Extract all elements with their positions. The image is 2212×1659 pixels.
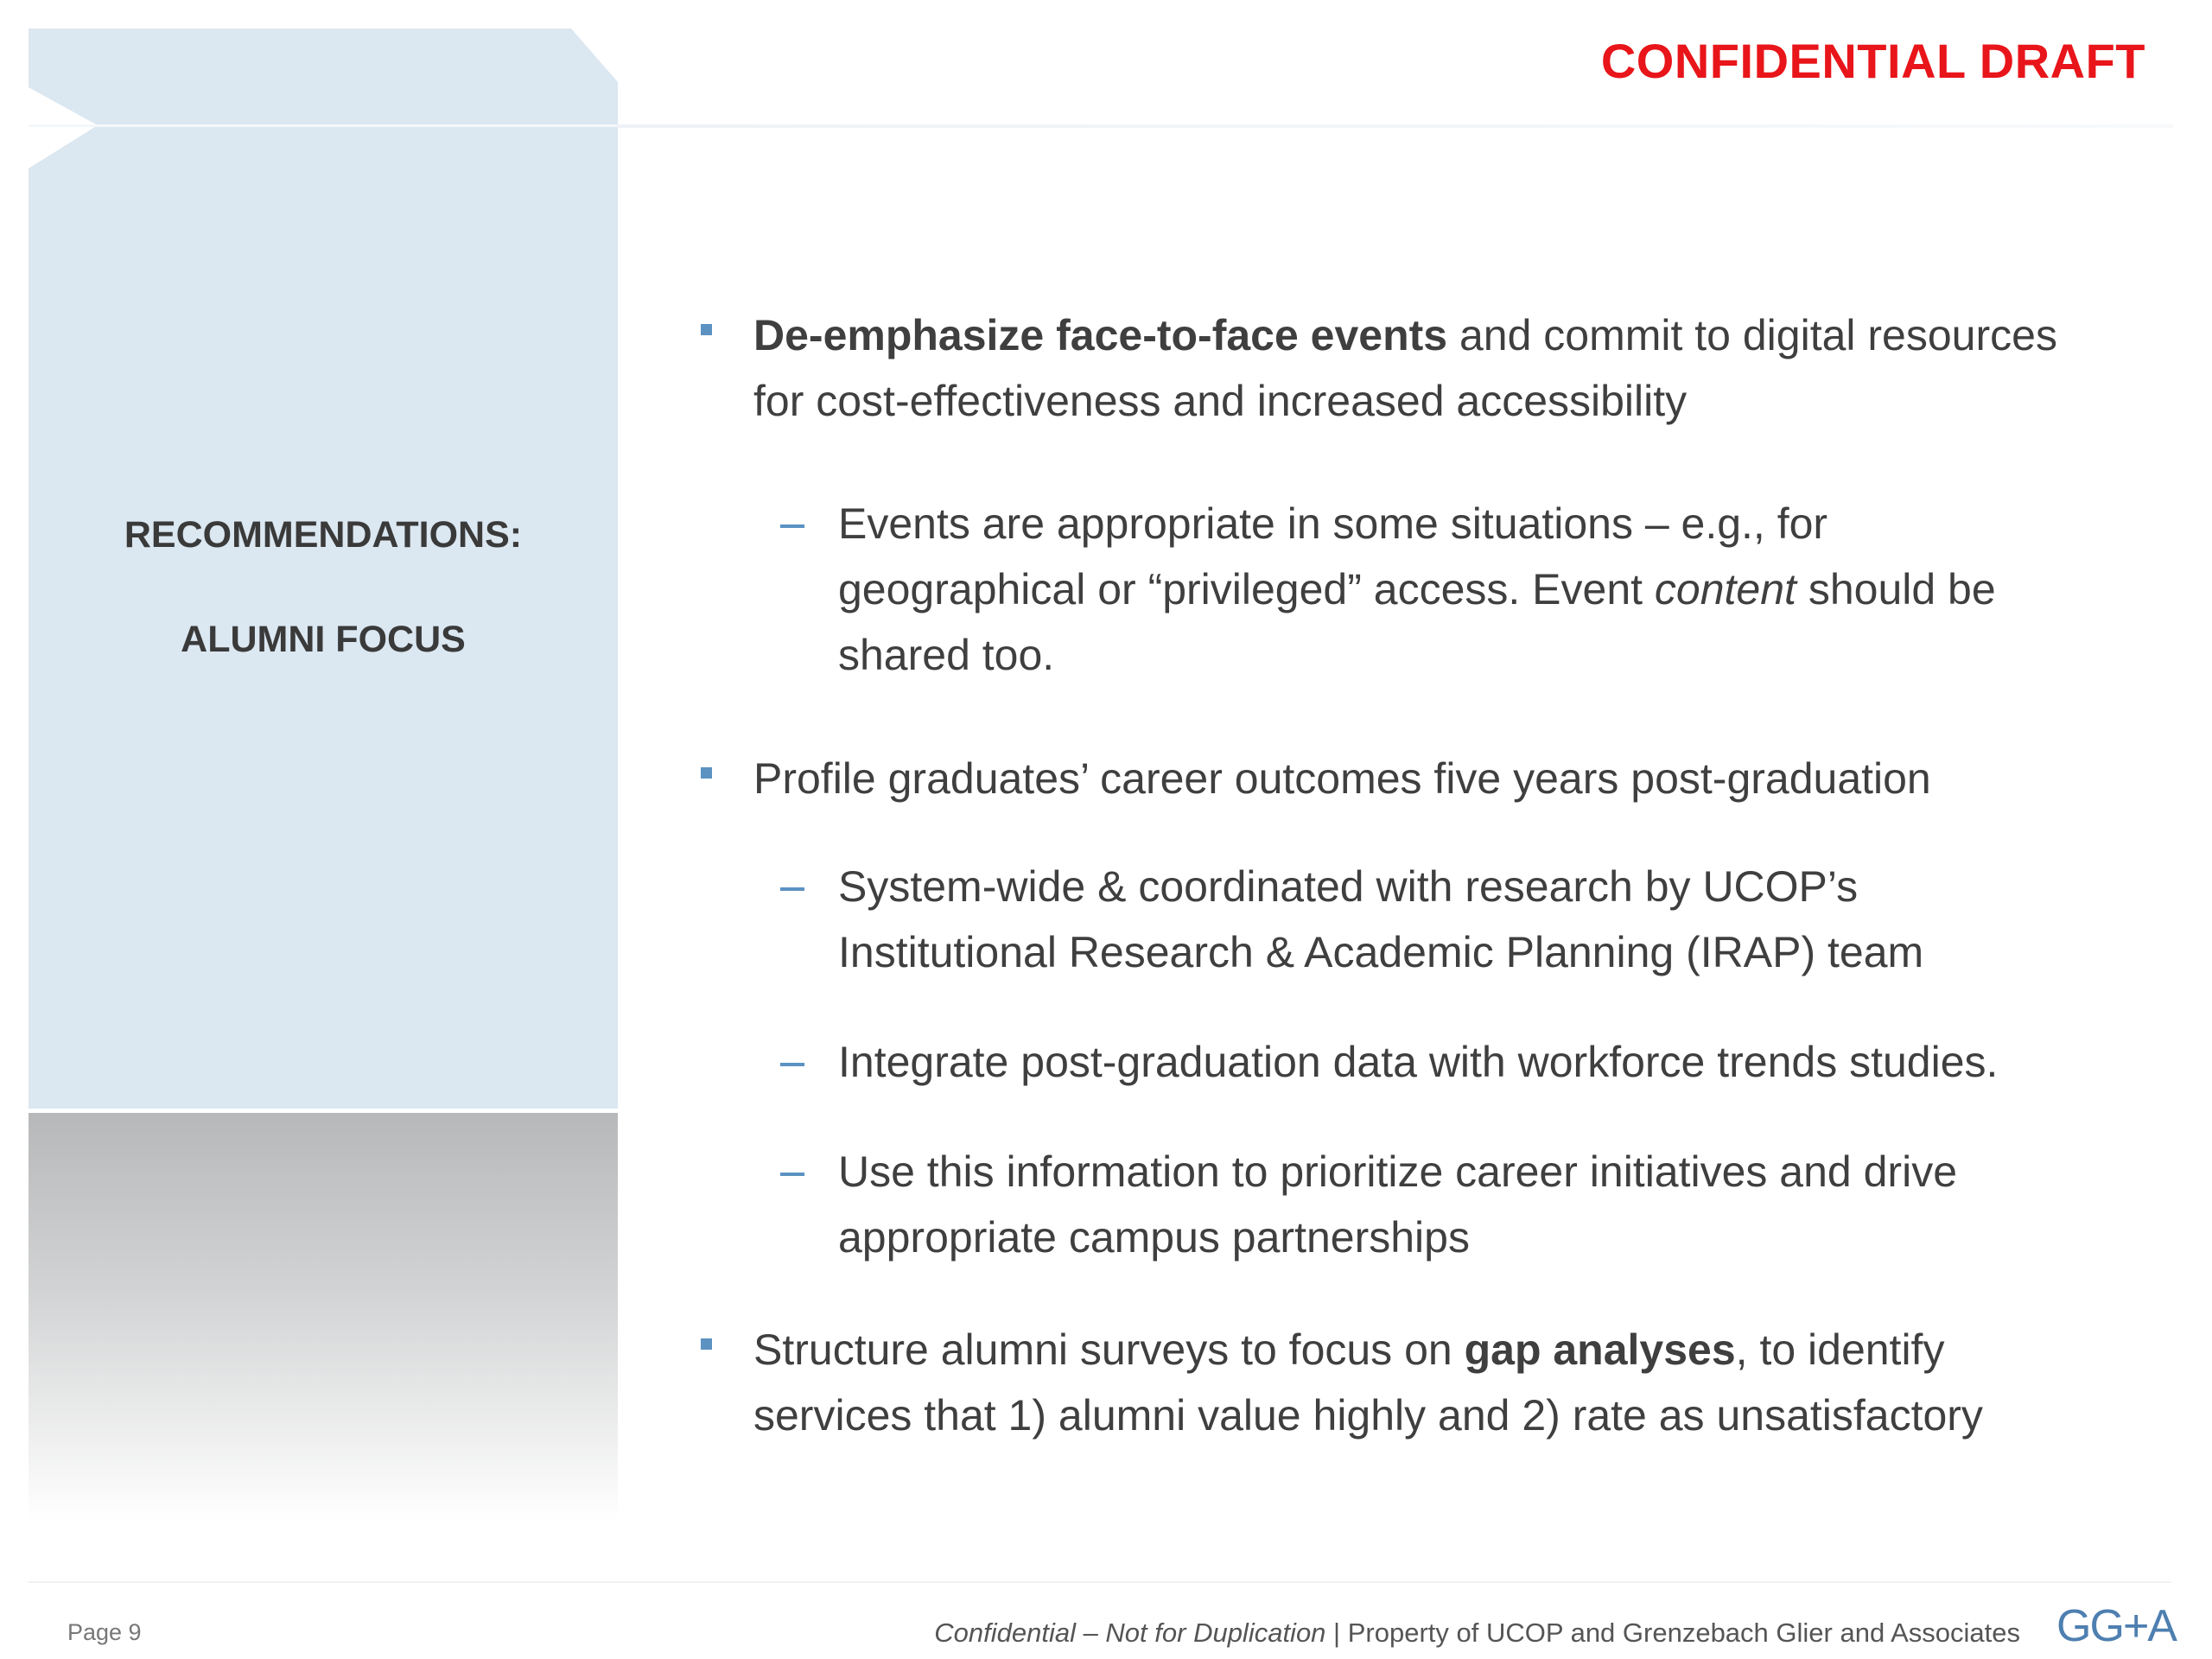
sub-bullet-1-1-line1: Events are appropriate in some situations – e.g., for bbox=[838, 499, 1828, 548]
sub-bullet-2-1-line2: Institutional Research & Academic Planning (IRAP) team bbox=[838, 928, 1924, 976]
sub-bullet-1-1-text-post: should be bbox=[1796, 565, 1996, 613]
sub-bullet-1-1-italic: content bbox=[1654, 565, 1796, 613]
bullet-1-line1 bbox=[753, 302, 2057, 368]
section-title-line1: RECOMMENDATIONS: bbox=[124, 514, 523, 556]
sub-bullet-dash bbox=[780, 524, 804, 528]
sub-bullet-1-1-line3: shared too. bbox=[838, 631, 1055, 679]
sub-bullet-2-3-line2: appropriate campus partnerships bbox=[838, 1213, 1470, 1262]
bullet-1-bold: De-emphasize face-to-face events bbox=[753, 311, 1448, 359]
footer-separator: | bbox=[1325, 1618, 1348, 1648]
sub-bullet-dash bbox=[780, 1173, 804, 1176]
bullet-3-bold: gap analyses bbox=[1464, 1325, 1736, 1374]
footer-notice bbox=[934, 1618, 2020, 1649]
footer-property: Property of UCOP and Grenzebach Glier and Associates bbox=[1347, 1618, 2020, 1648]
sub-bullet-2-2-line1: Integrate post-graduation data with workforce trends studies. bbox=[838, 1038, 1999, 1086]
bullet-marker bbox=[701, 324, 712, 335]
sub-bullet-2-3-line1: Use this information to prioritize career initiatives and drive bbox=[838, 1147, 1957, 1196]
bullet-3-line1 bbox=[753, 1317, 1944, 1382]
bullet-1-line2: for cost-effectiveness and increased accessibility bbox=[753, 377, 1688, 425]
page-number: Page 9 bbox=[67, 1619, 142, 1645]
sub-bullet-1-1-line2 bbox=[838, 556, 1996, 622]
confidential-draft-label: CONFIDENTIAL DRAFT bbox=[1600, 34, 2145, 88]
sub-bullet-2-1-line1: System-wide & coordinated with research by UCOP’s bbox=[838, 862, 1859, 911]
bullet-marker bbox=[701, 767, 712, 779]
footer-confidential: Confidential – Not for Duplication bbox=[934, 1618, 1326, 1648]
bullet-3-line2: services that 1) alumni value highly and 2) rate as unsatisfactory bbox=[753, 1391, 1983, 1440]
sub-bullet-dash bbox=[780, 887, 804, 891]
gga-logo: GG+A bbox=[2056, 1601, 2176, 1651]
section-title-line2: ALUMNI FOCUS bbox=[181, 619, 466, 660]
bullet-2-line1: Profile graduates’ career outcomes five years post-graduation bbox=[753, 754, 1931, 803]
bullet-1-text: and commit to digital resources bbox=[1447, 311, 2057, 359]
bullet-3-text-pre: Structure alumni surveys to focus on bbox=[753, 1325, 1465, 1374]
sub-bullet-1-1-text-pre: geographical or “privileged” access. Event bbox=[838, 565, 1655, 613]
sub-bullet-dash bbox=[780, 1063, 804, 1066]
bullet-3-text-post: , to identify bbox=[1735, 1325, 1945, 1374]
footer-divider bbox=[29, 1581, 2171, 1583]
bullet-marker bbox=[701, 1338, 712, 1350]
